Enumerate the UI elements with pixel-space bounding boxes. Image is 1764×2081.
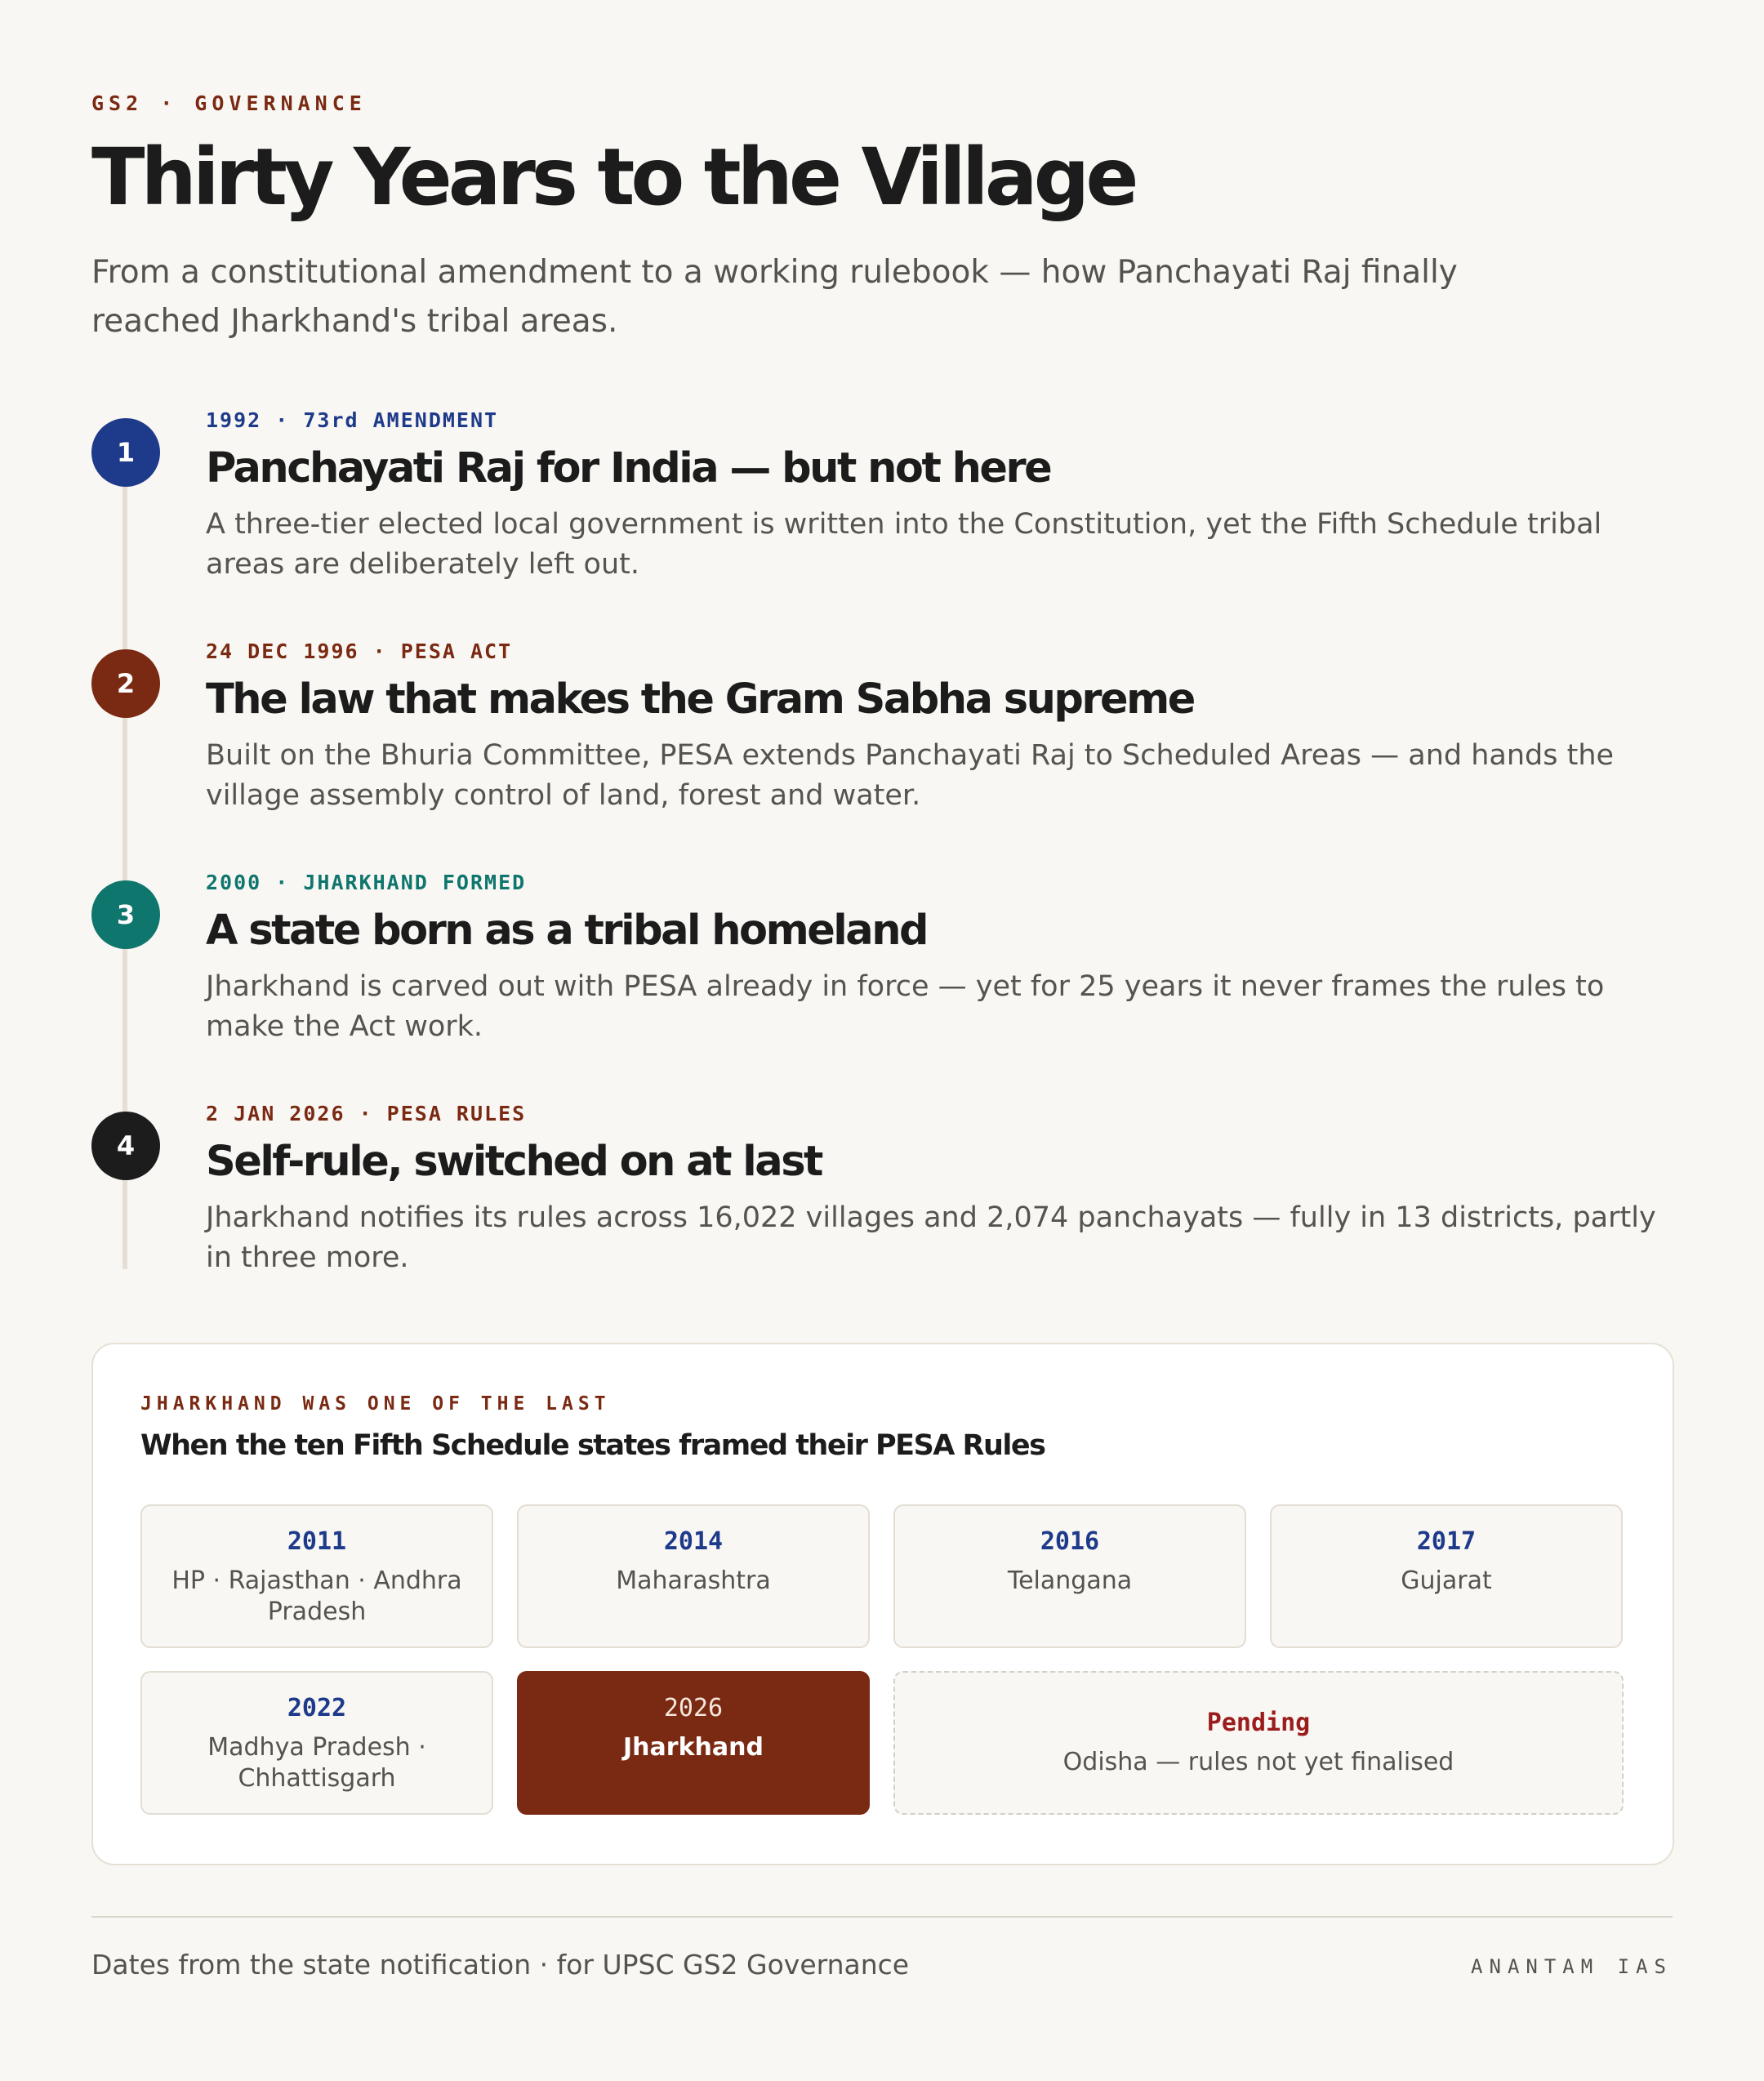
page-title: Thirty Years to the Village [91,131,1135,223]
step-number-badge: 1 [91,418,160,487]
event-label: 2 JAN 2026 · PESA RULES [206,1102,527,1125]
page-subtitle: From a constitutional amendment to a working rulebook — how Panchayati Raj finally reached Jharkhand's tribal areas. [91,254,1458,340]
panel-title: When the ten Fifth Schedule states framed their PESA Rules [140,1429,1045,1462]
event-label: 24 DEC 1996 · PESA ACT [206,639,513,663]
event-description: Built on the Bhuria Committee, PESA extends Panchayati Raj to Scheduled Areas — and hands the village assembly control of land, forest and water. [206,739,1615,812]
tile-states: Gujarat [1401,1566,1492,1595]
event-heading: Self-rule, switched on at last [206,1138,822,1186]
tile-year: 2011 [287,1527,347,1556]
year-tile-2022 [140,1671,493,1815]
step-number-badge: 2 [91,649,160,718]
tile-states: Maharashtra [616,1566,771,1595]
tile-states: HP · Rajasthan · Andhra Pradesh [172,1566,462,1626]
tile-states: Jharkhand [623,1733,764,1762]
panel-kicker: JHARKHAND WAS ONE OF THE LAST [140,1393,611,1415]
tile-states: Telangana [1007,1566,1133,1595]
year-tile-2014 [517,1504,870,1648]
year-tile-2011 [140,1504,493,1648]
event-description: A three-tier elected local government is written into the Constitution, yet the Fifth Schedule tribal areas are deliberately left out. [206,508,1602,581]
footer-divider [91,1916,1673,1918]
step-number-badge: 4 [91,1112,160,1180]
tile-status: Pending [1206,1709,1311,1737]
footer-note: Dates from the state notification · for UPSC GS2 Governance [91,1949,910,1981]
year-tile-2017 [1270,1504,1623,1648]
event-heading: Panchayati Raj for India — but not here [206,444,1051,492]
tile-year: 2017 [1416,1527,1477,1556]
timeline [91,408,1673,1274]
event-heading: A state born as a tribal homeland [206,907,928,955]
pesa-rules-panel [91,1343,1674,1865]
event-description: Jharkhand notifies its rules across 16,022 villages and 2,074 panchayats — fully in 13 districts, partly in three more. [206,1201,1656,1274]
step-number-badge: 3 [91,880,160,949]
event-description: Jharkhand is carved out with PESA already in force — yet for 25 years it never frames the rules to make the Act work. [206,970,1605,1043]
tile-states: Madhya Pradesh · Chhattisgarh [207,1733,426,1793]
event-heading: The law that makes the Gram Sabha supreme [206,675,1194,724]
brand-name: ANANTAM IAS [1471,1955,1673,1978]
event-label: 1992 · 73rd AMENDMENT [206,408,499,432]
section-kicker: GS2 · GOVERNANCE [91,91,367,115]
event-label: 2000 · JHARKHAND FORMED [206,871,527,894]
tile-states: Odisha — rules not yet finalised [1062,1748,1454,1776]
year-tile-2026-highlight [517,1671,870,1815]
tile-year: 2026 [663,1694,724,1722]
tile-year: 2014 [663,1527,724,1556]
year-tile-2016 [893,1504,1246,1648]
pending-tile [893,1671,1624,1815]
tile-year: 2022 [287,1694,347,1722]
tile-year: 2016 [1040,1527,1100,1556]
